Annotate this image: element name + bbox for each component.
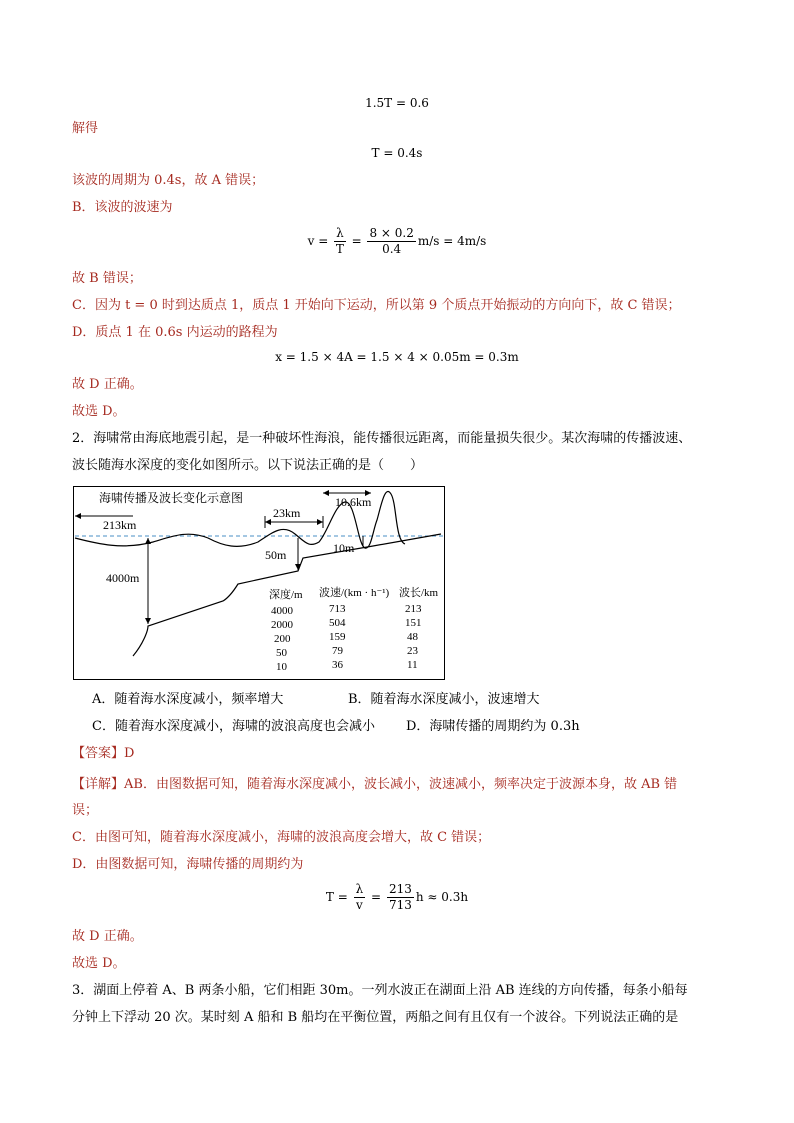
table-cell: 36 [332,659,343,671]
question-2-line-1: 2．海啸常由海底地震引起，是一种破坏性海浪，能传播很远距离，而能量损失很少。某次海啸的传播波速、 [72,431,692,446]
table-cell: 159 [329,631,346,643]
text-b: B．该波的波速为 [72,200,173,215]
detail-c: C．由图可知，随着海水深度减小，海啸的波浪高度会增大，故 C 错误； [72,830,491,845]
table-cell: 200 [274,633,291,645]
wl3-label: 10.6km [335,495,372,509]
answer-tag: 【答案】 [72,746,125,761]
table-cell: 151 [405,617,422,629]
table-header-speed: 波速/(km · h⁻¹) [319,587,390,599]
table-cell: 2000 [271,619,293,631]
detail-d: D．由图数据可知，海啸传播的周期约为 [72,857,304,872]
option-a: A．随着海水深度减小，频率增大 [92,692,284,707]
table-header-depth: 深度/m [269,589,303,601]
table-cell: 48 [407,631,418,643]
text-d-right-2: 故 D 正确。 [72,929,143,944]
option-d: D．海啸传播的周期约为 0.3h [406,719,580,734]
text-b-wrong: 故 B 错误； [72,271,142,286]
text-choose-1: 故选 D。 [72,404,126,419]
question-3-line-2: 分钟上下浮动 20 次。某时刻 A 船和 B 船均在平衡位置，两船之间有且仅有一个波谷。下列说法正确的是 [72,1010,679,1025]
text-period: 该波的周期为 0.4s，故 A 错误； [72,173,265,188]
d1-label: 4000m [106,571,140,585]
table-cell: 10 [276,661,287,673]
table-cell: 50 [276,647,287,659]
fraction: $\frac{\lambda}{v}$ [355,882,364,912]
detail-line-1: 【详解】AB．由图数据可知，随着海水深度减小，波长减小，波速减小，频率决定于波源本身，故 AB 错 [72,777,678,792]
text-c: C．因为 t = 0 时到达质点 1，质点 1 开始向下运动，所以第 9 个质点开始振动的方向向下，故 C 错误； [72,298,681,313]
question-2-line-2: 波长随海水深度的变化如图所示。以下说法正确的是（ ） [72,458,424,473]
table-cell: 213 [405,603,422,615]
table-header-wavelength: 波长/km [399,587,439,599]
d2-label: 50m [265,548,287,562]
answer [72,745,134,763]
table-cell: 79 [332,645,343,657]
table-cell: 713 [329,603,346,615]
wl2-label: 23km [273,506,301,520]
equation-5: T = $\frac{\lambda}{v}$ = $\frac{213}{713}$ h ≈ 0.3h [325,882,469,912]
option-c: C．随着海水深度减小，海啸的波浪高度也会减小 [92,719,375,734]
detail-tag: 【详解】 [72,777,125,792]
text-d: D．质点 1 在 0.6s 内运动的路程为 [72,325,278,340]
d3-label: 10m [333,541,355,555]
fraction: $\frac{\lambda}{T}$ [335,226,344,256]
table-cell: 4000 [271,605,293,617]
table-cell: 23 [407,645,418,657]
figure-title: 海啸传播及波长变化示意图 [99,491,244,505]
equation-3: v = $\frac{\lambda}{T}$ = $\frac{8 \times 0.2}{0.4}$ m/s = 4m/s [307,226,487,256]
table-cell: 504 [329,617,346,629]
equation-4: x = 1.5 × 4A = 1.5 × 4 × 0.05m = 0.3m [275,350,519,364]
fraction: $\frac{8 \times 0.2}{0.4}$ [369,226,414,256]
answer-value: D [124,746,135,761]
wl1-label: 213km [103,518,137,532]
table-cell: 11 [407,659,418,671]
question-3-line-1: 3．湖面上停着 A、B 两条小船，它们相距 30m。一列水波正在湖面上沿 AB 连线的方向传播，每条小船每 [72,983,688,998]
equation-1: 1.5T = 0.6 [365,96,429,110]
text-jiede: 解得 [72,121,99,136]
detail-line-2: 误； [72,803,99,818]
tsunami-diagram [73,486,445,680]
text-choose-2: 故选 D。 [72,956,126,971]
option-b: B．随着海水深度减小，波速增大 [348,692,540,707]
equation-2: T = 0.4s [371,146,423,160]
text-d-right: 故 D 正确。 [72,377,143,392]
fraction: $\frac{213}{713}$ [388,882,412,912]
